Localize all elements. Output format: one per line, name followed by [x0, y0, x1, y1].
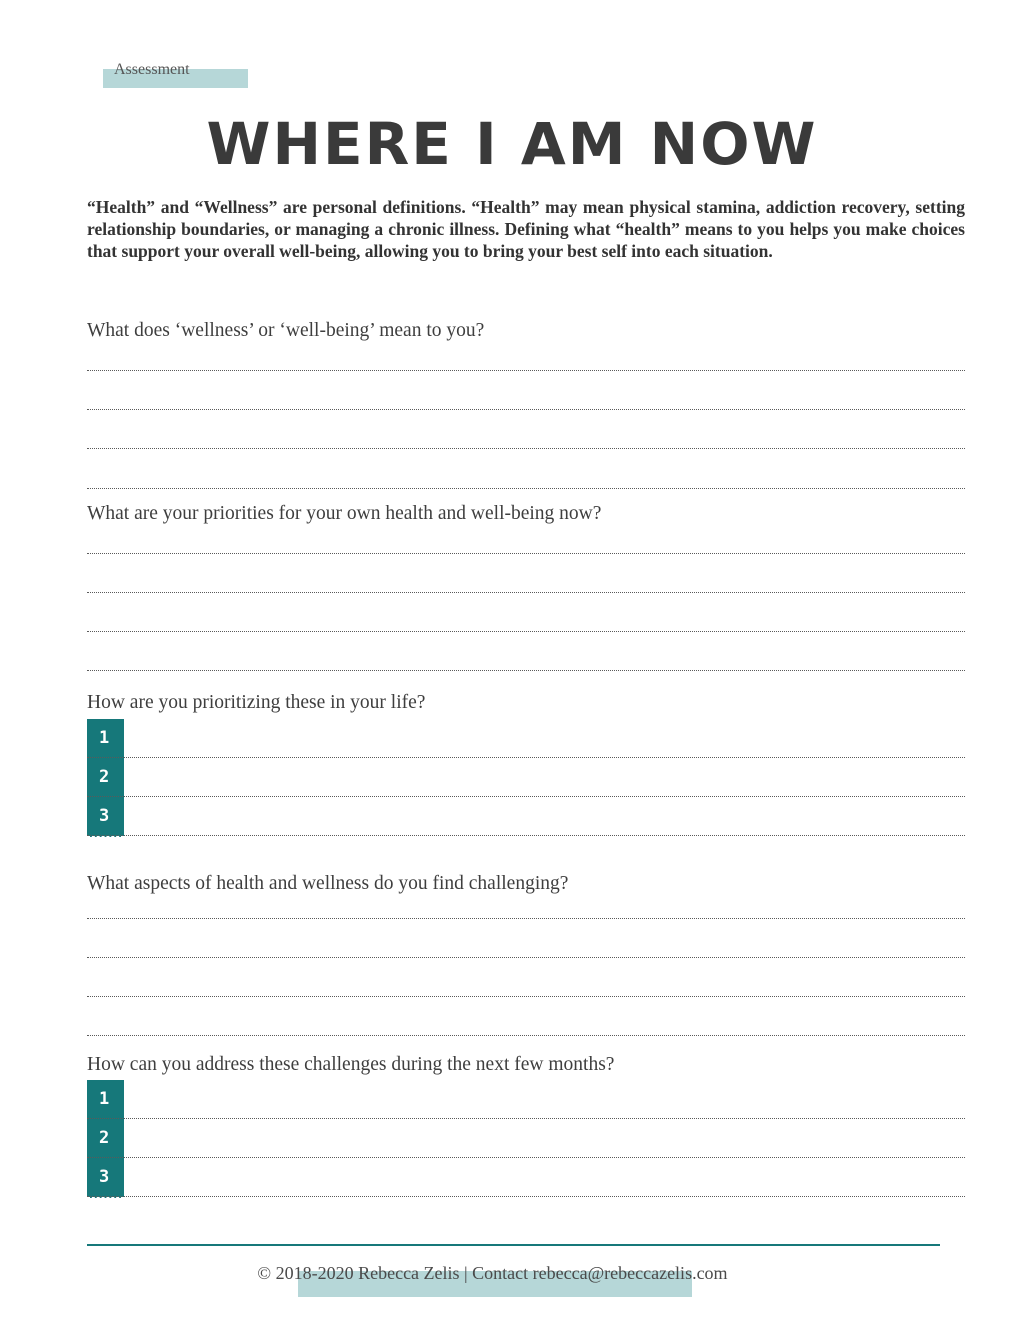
question-2: What are your priorities for your own health and well-being now? [87, 503, 602, 524]
number-badge-3: 3 [87, 1158, 124, 1198]
answer-line[interactable] [87, 553, 965, 554]
answer-line[interactable] [87, 631, 965, 632]
question-5: How can you address these challenges during the next few months? [87, 1054, 615, 1075]
answer-line[interactable] [87, 1118, 965, 1119]
answer-line[interactable] [87, 1196, 965, 1197]
answer-line[interactable] [87, 488, 965, 489]
answer-line[interactable] [87, 796, 965, 797]
number-badge-1: 1 [87, 719, 124, 759]
answer-line[interactable] [87, 1035, 965, 1036]
answer-line[interactable] [87, 757, 965, 758]
answer-line[interactable] [87, 370, 965, 371]
footer-copyright: © 2018-2020 Rebecca Zelis | Contact rebecca@rebeccazelis.com [257, 1263, 728, 1283]
question-1: What does ‘wellness’ or ‘well-being’ mean to you? [87, 320, 485, 341]
answer-line[interactable] [87, 448, 965, 449]
question-3: How are you prioritizing these in your life? [87, 692, 426, 713]
answer-line[interactable] [87, 957, 965, 958]
answer-line[interactable] [87, 918, 965, 919]
footer-divider [87, 1244, 940, 1246]
answer-line[interactable] [87, 1157, 965, 1158]
answer-line[interactable] [87, 592, 965, 593]
number-badge-2: 2 [87, 758, 124, 798]
question-4: What aspects of health and wellness do you find challenging? [87, 873, 569, 894]
number-badge-1: 1 [87, 1080, 124, 1120]
page-title: WHERE I AM NOW [206, 110, 818, 178]
number-badge-3: 3 [87, 797, 124, 837]
number-badge-2: 2 [87, 1119, 124, 1159]
answer-line[interactable] [87, 409, 965, 410]
assessment-tag: Assessment [114, 61, 190, 78]
answer-line[interactable] [87, 996, 965, 997]
intro-paragraph: “Health” and “Wellness” are personal definitions. “Health” may mean physical stamina, addiction recovery, setting relationship boundaries, or managing a chronic illness. Defining what “health” means to you helps you make choices that support your overall well-being, allowing you to bring your best self into each situation. [87, 197, 965, 261]
answer-line[interactable] [87, 670, 965, 671]
answer-line[interactable] [87, 835, 965, 836]
